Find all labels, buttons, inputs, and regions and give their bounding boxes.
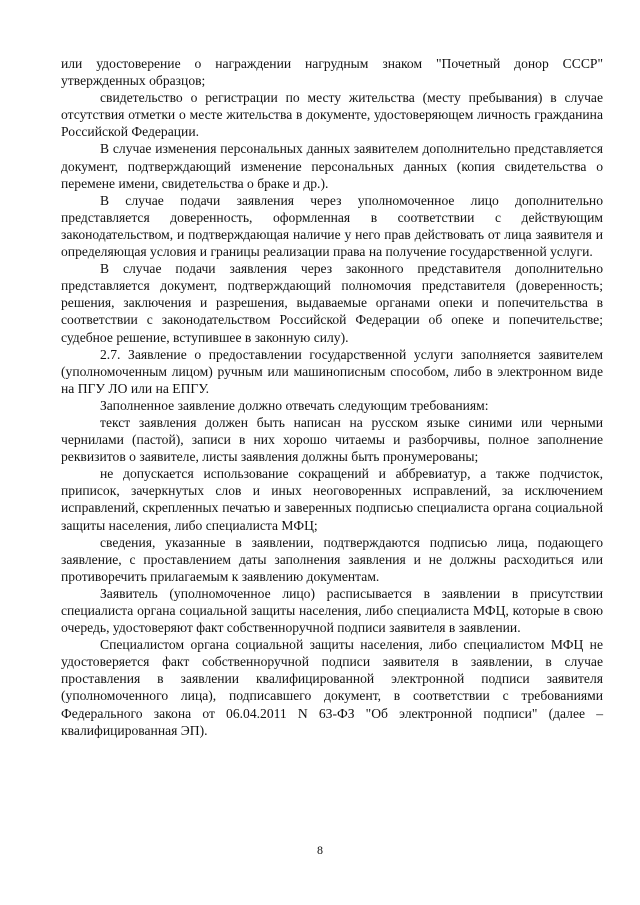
page-number: 8: [317, 843, 323, 857]
paragraph: 2.7. Заявление о предоставлении государственной услуги заполняется заявителем (уполномоченным лицом) ручным или машинописным способом, либо в электронном виде на ПГУ ЛО или на ЕПГУ.: [61, 346, 603, 396]
paragraph: или удостоверение о награждении нагрудным знаком "Почетный донор СССР" утвержденных образцов;: [61, 56, 603, 89]
paragraph: Заявитель (уполномоченное лицо) расписывается в заявлении в присутствии специалиста органа социальной защиты населения, либо специалиста МФЦ, которые в свою очередь, удостоверяют факт собственноручной подписи заявителя в заявлении.: [61, 585, 603, 636]
paragraph: сведения, указанные в заявлении, подтверждаются подписью лица, подающего заявление, с проставлением даты заполнения заявления и не должны расходиться или противоречить прилагаемым к заявлению документам.: [61, 534, 603, 584]
paragraph: Заполненное заявление должно отвечать следующим требованиям:: [100, 397, 489, 413]
paragraph: текст заявления должен быть написан на русском языке синими или черными чернилами (пастой), записи в них хорошо читаемы и разборчивы, полное заполнение реквизитов о заявителе, листы заявления должны быть пронумерованы;: [61, 414, 603, 465]
paragraph: В случае изменения персональных данных заявителем дополнительно представляется документ, подтверждающий изменение персональных данных (копия свидетельства о перемене имени, свидетельства о браке и др.).: [61, 141, 603, 191]
paragraph: Специалистом органа социальной защиты населения, либо специалистом МФЦ не удостоверяется факт собственноручной подписи заявителя в заявлении, в случае проставления в заявлении квалифицированной электронной подписи заявителя (уполномоченного лица), подписавшего документ, в соответствии с требованиями Федерального закона от 06.04.2011 N 63-ФЗ "Об электронной подписи" (далее – квалифицированная ЭП).: [61, 637, 603, 738]
paragraph: В случае подачи заявления через уполномоченное лицо дополнительно представляется доверенность, оформленная в соответствии с действующим законодательством, и подтверждающая наличие у него прав действовать от лица заявителя и определяющая условия и границы реализации права на получение государственной услуги.: [61, 192, 603, 260]
paragraph: свидетельство о регистрации по месту жительства (месту пребывания) в случае отсутствия отметки о месте жительства в документе, удостоверяющем личность гражданина Российской Федерации.: [61, 90, 603, 140]
paragraph: В случае подачи заявления через законного представителя дополнительно представляется документ, подтверждающий полномочия представителя (доверенность; решения, заключения и разрешения, выдаваемые органами опеки и попечительства в соответствии с законодательством Российской Федерации об опеке и попечительстве; судебное решение, вступившее в законную силу).: [61, 261, 603, 345]
document-body: [61, 55, 603, 739]
paragraph: не допускается использование сокращений и аббревиатур, а также подчисток, приписок, зачеркнутых слов и иных неоговоренных исправлений, за исключением исправлений, скрепленных печатью и заверенных подписью специалиста органа социальной защиты населения, либо специалиста МФЦ;: [61, 466, 603, 533]
